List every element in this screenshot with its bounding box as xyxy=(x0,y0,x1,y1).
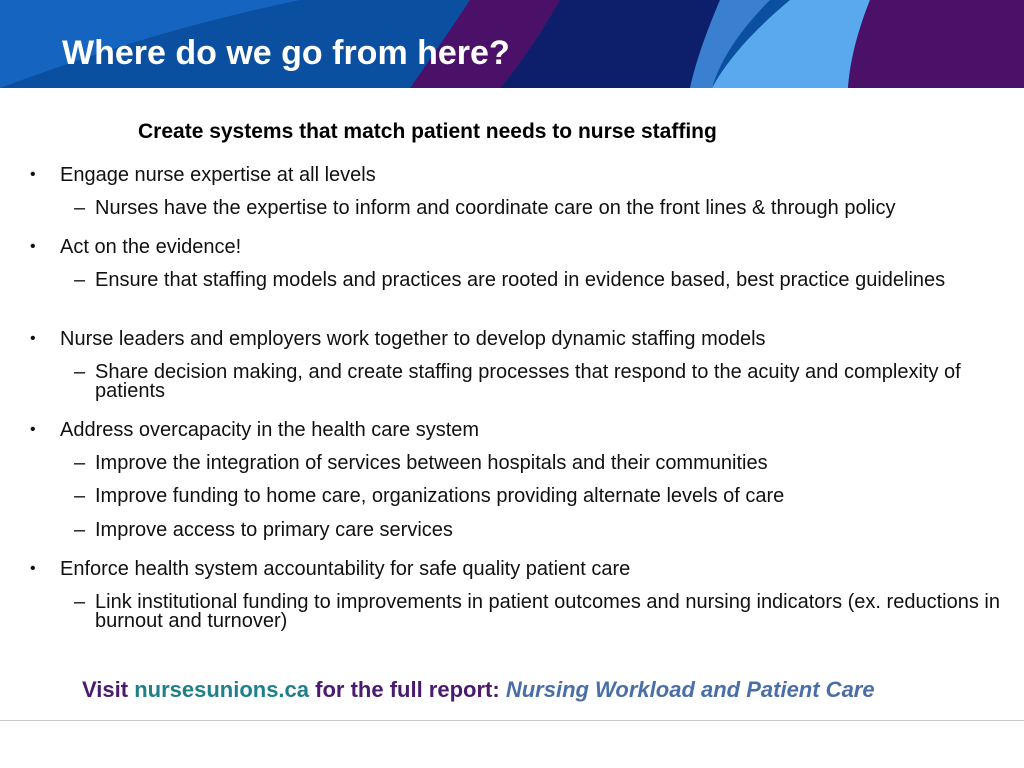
sub-bullet-dash: – xyxy=(74,361,86,383)
bullet-dot: • xyxy=(30,330,36,347)
footer-middle-text: for the full report: xyxy=(315,677,500,702)
slide-bottom-border xyxy=(0,720,1024,721)
slide-subtitle: Create systems that match patient needs to nurse staffing xyxy=(138,120,717,143)
bullet-dot: • xyxy=(30,166,36,183)
footer-website-link[interactable]: nursesunions.ca xyxy=(134,677,310,702)
banner-band-purple-right xyxy=(848,0,1024,88)
bullet-item xyxy=(30,163,376,187)
slide-title: Where do we go from here? xyxy=(62,34,510,72)
sub-bullet-text: Improve access to primary care services xyxy=(95,519,453,541)
bullet-text: Address overcapacity in the health care system xyxy=(60,419,480,441)
sub-bullet-dash: – xyxy=(74,452,86,474)
sub-bullet-item xyxy=(74,487,1014,506)
sub-bullet-dash: – xyxy=(74,197,86,219)
footer-report-title: Nursing Workload and Patient Care xyxy=(505,677,875,702)
sub-bullet-item xyxy=(74,271,974,290)
bullet-text: Enforce health system accountability for safe quality patient care xyxy=(60,558,631,580)
sub-bullet-dash: – xyxy=(74,591,86,613)
sub-bullet-item xyxy=(74,199,1014,218)
sub-bullet-text: Improve funding to home care, organizations providing alternate levels of care xyxy=(95,485,785,507)
sub-bullet-item xyxy=(74,521,1014,540)
sub-bullet-dash: – xyxy=(74,519,86,541)
bullet-text: Nurse leaders and employers work together to develop dynamic staffing models xyxy=(60,328,766,350)
sub-bullet-text: Link institutional funding to improvements in patient outcomes and nursing indicators (ex. reductions in burnout and turnover) xyxy=(95,591,1000,632)
bullet-dot: • xyxy=(30,421,36,438)
bullet-item xyxy=(30,235,241,259)
bullet-dot: • xyxy=(30,560,36,577)
bullet-text: Engage nurse expertise at all levels xyxy=(60,164,376,186)
footer-prefix: Visit xyxy=(82,677,129,702)
bullet-text: Act on the evidence! xyxy=(60,236,242,258)
sub-bullet-text: Share decision making, and create staffing processes that respond to the acuity and complexity of patients xyxy=(95,361,961,402)
bullet-item xyxy=(30,557,630,581)
sub-bullet-dash: – xyxy=(74,485,86,507)
bullet-item xyxy=(30,418,479,442)
sub-bullet-item xyxy=(74,454,1014,473)
header-banner xyxy=(0,0,1024,88)
bullet-dot: • xyxy=(30,238,36,255)
sub-bullet-dash: – xyxy=(74,269,86,291)
footer-report-link xyxy=(82,677,875,703)
bullet-item xyxy=(30,327,766,351)
sub-bullet-text: Nurses have the expertise to inform and coordinate care on the front lines & through policy xyxy=(95,197,896,219)
sub-bullet-text: Improve the integration of services between hospitals and their communities xyxy=(95,452,768,474)
sub-bullet-item xyxy=(74,593,1009,631)
sub-bullet-text: Ensure that staffing models and practices are rooted in evidence based, best practice guidelines xyxy=(95,269,946,291)
sub-bullet-item xyxy=(74,363,964,401)
